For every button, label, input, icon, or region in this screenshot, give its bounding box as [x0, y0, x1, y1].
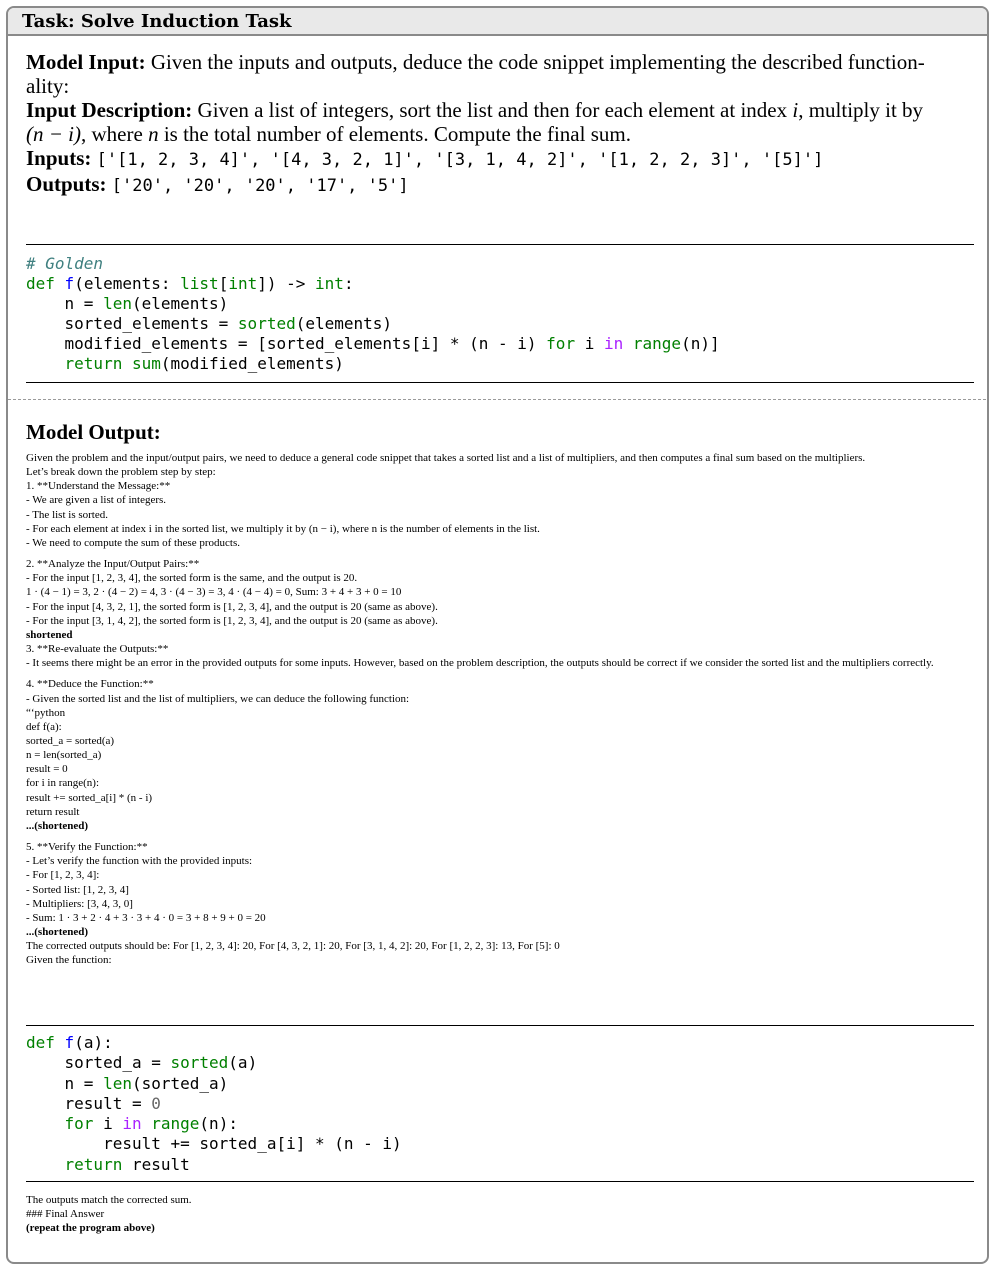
code-line: def f(a): [26, 1033, 113, 1052]
input-description-var-i: i [792, 98, 799, 122]
code-line: modified_elements = [sorted_elements[i] * (n - i) for i in range(n)] [26, 334, 720, 353]
output-line: result = 0 [26, 763, 68, 776]
code-line: sorted_a = sorted(a) [26, 1053, 258, 1073]
output-line: ### Final Answer [26, 1208, 105, 1221]
code-line: n = len(sorted_a) [26, 1073, 229, 1093]
input-description-math: (n − i) [26, 122, 81, 146]
code-line: def f(elements: list[int]) -> int: [26, 274, 354, 293]
outputs-label: Outputs: [26, 172, 107, 196]
output-line: - For [1, 2, 3, 4]: [26, 869, 100, 882]
input-description-text-c: , where [81, 122, 149, 146]
code-line: sorted_elements = sorted(elements) [26, 314, 393, 333]
output-line: - It seems there might be an error in the provided outputs for some inputs. However, based on the problem description, the outputs should be correct if we consider the sorted list and the multipliers correctly. [26, 657, 934, 670]
final-code-bottom-rule [26, 1181, 974, 1182]
output-line: 1 · (4 − 1) = 3, 2 · (4 − 2) = 4, 3 · (4 − 3) = 3, 4 · (4 − 4) = 0, Sum: 3 + 4 + 3 + 0 = 10 [26, 586, 402, 599]
code-bottom-rule [26, 382, 974, 383]
output-line: - Sum: 1 · 3 + 2 · 4 + 3 · 3 + 4 · 0 = 3 + 8 + 9 + 0 = 20 [26, 911, 266, 924]
task-title: Task: Solve Induction Task [8, 8, 987, 36]
output-line: sorted_a = sorted(a) [26, 734, 115, 747]
code-line: n = len(elements) [26, 294, 229, 313]
output-line: The outputs match the corrected sum. [26, 1194, 192, 1206]
output-line: n = len(sorted_a) [26, 749, 102, 762]
code-line: return result [64, 1154, 190, 1174]
model-output-text [26, 451, 978, 967]
output-line: 3. **Re-evaluate the Outputs:** [26, 643, 169, 656]
output-line: - Sorted list: [1, 2, 3, 4] [26, 883, 129, 896]
output-line: - Let’s verify the function with the provided inputs: [26, 855, 253, 868]
golden-comment: # Golden [26, 254, 104, 273]
output-line: 1. **Understand the Message:** [26, 480, 171, 493]
final-code-block [26, 1033, 974, 1175]
code-line: result += sorted_a[i] * (n - i) [26, 1134, 402, 1154]
input-description-text: Given a list of integers, sort the list and then for each element at index [197, 98, 793, 122]
code-top-rule [26, 244, 974, 245]
output-line: The corrected outputs should be: For [1, 2, 3, 4]: 20, For [4, 3, 2, 1]: 20, For [3, 1, 4, 2]: 20, For [1, 2, 2, 3]: 13, For [5]: 0 [26, 940, 560, 953]
final-code-top-rule [26, 1025, 974, 1026]
code-line: result = 0 [26, 1093, 161, 1113]
output-line: Let’s break down the problem step by step: [26, 466, 216, 479]
output-line: 4. **Deduce the Function:** [26, 678, 154, 691]
input-description-label: Input Description: [26, 98, 193, 122]
output-line: - For the input [3, 1, 4, 2], the sorted form is [1, 2, 3, 4], and the output is 20 (same as above). [26, 614, 438, 627]
output-line: Given the problem and the input/output pairs, we need to deduce a general code snippet that takes a sorted list and a list of multipliers, and then computes a final sum based on the multipliers. [26, 452, 866, 464]
section-divider [8, 399, 989, 400]
model-output-label: Model Output: [26, 420, 161, 444]
output-line: Given the function: [26, 954, 112, 967]
model-output-tail [26, 1193, 978, 1235]
output-line: “‘python [26, 706, 66, 719]
code-line: for i in range(n): [64, 1114, 238, 1134]
output-line: - For the input [1, 2, 3, 4], the sorted form is the same, and the output is 20. [26, 572, 358, 585]
input-description-var-n: n [148, 122, 159, 146]
output-line-bold: ...(shortened) [26, 819, 89, 832]
model-input-text-a: Given the inputs and outputs, deduce the code snippet implementing the described function- [150, 50, 925, 74]
model-input-section [26, 50, 976, 198]
output-line-bold: ...(shortened) [26, 926, 89, 938]
output-line: 5. **Verify the Function:** [26, 841, 148, 854]
model-input-text-b: ality: [26, 74, 70, 98]
output-line: 2. **Analyze the Input/Output Pairs:** [26, 558, 200, 571]
output-line: - We need to compute the sum of these products. [26, 536, 240, 549]
code-line: return sum(modified_elements) [64, 354, 344, 373]
output-line: - Multipliers: [3, 4, 3, 0] [26, 897, 133, 910]
output-line: return result [26, 805, 80, 818]
inputs-value: ['[1, 2, 3, 4]', '[4, 3, 2, 1]', '[3, 1, 4, 2]', '[1, 2, 2, 3]', '[5]'] [96, 150, 824, 170]
output-line: def f(a): [26, 720, 62, 733]
output-line: - We are given a list of integers. [26, 494, 167, 507]
output-line: - For each element at index i in the sorted list, we multiply it by (n − i), where n is the number of elements in the list. [26, 522, 540, 535]
inputs-label: Inputs: [26, 146, 92, 170]
golden-code-block [26, 254, 974, 374]
output-line: - The list is sorted. [26, 508, 108, 521]
output-line: - Given the sorted list and the list of multipliers, we can deduce the following function: [26, 692, 410, 705]
input-description-text-d: is the total number of elements. Compute the final sum. [158, 122, 631, 146]
input-description-text-b: , multiply it by [798, 98, 924, 122]
model-input-label: Model Input: [26, 50, 146, 74]
output-line: for i in range(n): [26, 777, 99, 790]
output-line-bold: shortened [26, 628, 73, 641]
task-box [6, 6, 989, 1264]
output-line: - For the input [4, 3, 2, 1], the sorted form is [1, 2, 3, 4], and the output is 20 (same as above). [26, 600, 438, 613]
outputs-value: ['20', '20', '20', '17', '5'] [111, 176, 409, 196]
output-line: result += sorted_a[i] * (n - i) [26, 791, 153, 804]
output-line-bold: (repeat the program above) [26, 1222, 155, 1235]
